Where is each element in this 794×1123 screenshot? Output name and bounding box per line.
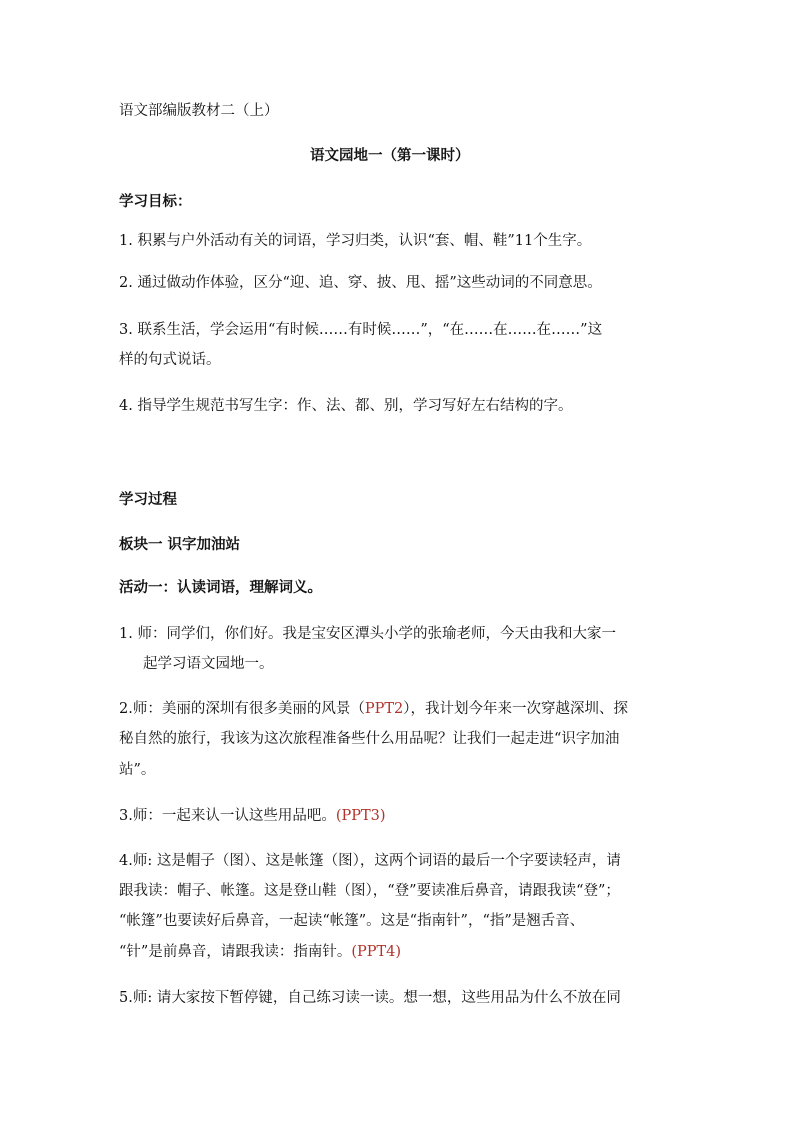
ppt-ref: (PPT3): [335, 808, 386, 824]
goal-3-line-2: 样的句式说话。: [119, 352, 221, 368]
step-2-line-2: 秘自然的旅行，我该为这次旅程准备些什么用品呢？让我们一起走进“识字加油: [119, 731, 620, 747]
block-heading: 板块一 识字加油站: [119, 536, 241, 553]
step-2-text-a: 2.师：美丽的深圳有很多美丽的风景（: [119, 701, 365, 717]
page-title: 语文园地一（第一课时）: [310, 147, 470, 164]
goals-heading: 学习目标：: [119, 193, 192, 210]
goal-1: 1. 积累与户外活动有关的词语，学习归类，认识“套、帽、鞋”11个生字。: [119, 233, 592, 249]
goal-3-line-1: 3. 联系生活，学会运用“有时候……有时候……”，“在……在……在……”这: [119, 322, 603, 338]
process-heading: 学习过程: [119, 491, 177, 508]
step-2-line-3: 站”。: [119, 762, 156, 778]
activity-heading: 活动一：认读词语，理解词义。: [119, 579, 322, 596]
step-2-text-b: ），我计划今年来一次穿越深圳、探: [403, 701, 629, 717]
step-3-text: 3.师：一起来认一认这些用品吧。: [119, 808, 336, 824]
subject-header: 语文部编版教材二（上）: [119, 103, 279, 119]
step-1-line-2: 起学习语文园地一。: [143, 656, 274, 672]
step-1-line-1: 1. 师：同学们，你们好。我是宝安区潭头小学的张瑜老师，今天由我和大家一: [119, 626, 616, 642]
step-4-line-2: 跟我读：帽子、帐篷。这是登山鞋（图），“登”要读准后鼻音，请跟我读“登”；: [119, 883, 620, 899]
ppt-ref: PPT2: [364, 701, 404, 717]
step-5-line-1: 5.师: 请大家按下暂停键，自己练习读一读。想一想，这些用品为什么不放在同: [119, 990, 621, 1006]
step-4-line-3: “帐篷”也要读好后鼻音，一起读“帐篷”。这是“指南针”，“指”是翘舌音、: [119, 913, 585, 929]
step-2-line-1: [119, 699, 628, 719]
goal-4: 4. 指导学生规范书写生字：作、法、都、别，学习写好左右结构的字。: [119, 398, 573, 414]
step-4-line-1: 4.师: 这是帽子（图）、这是帐篷（图），这两个词语的最后一个字要读轻声，请: [119, 853, 621, 869]
step-4-text: “针”是前鼻音，请跟我读：指南针。: [119, 944, 352, 960]
ppt-ref: (PPT4): [351, 944, 402, 960]
step-4-line-4: [119, 942, 401, 962]
goal-2: 2. 通过做动作体验，区分“迎、追、穿、披、甩、摇”这些动词的不同意思。: [119, 275, 602, 291]
step-3: [119, 806, 386, 826]
